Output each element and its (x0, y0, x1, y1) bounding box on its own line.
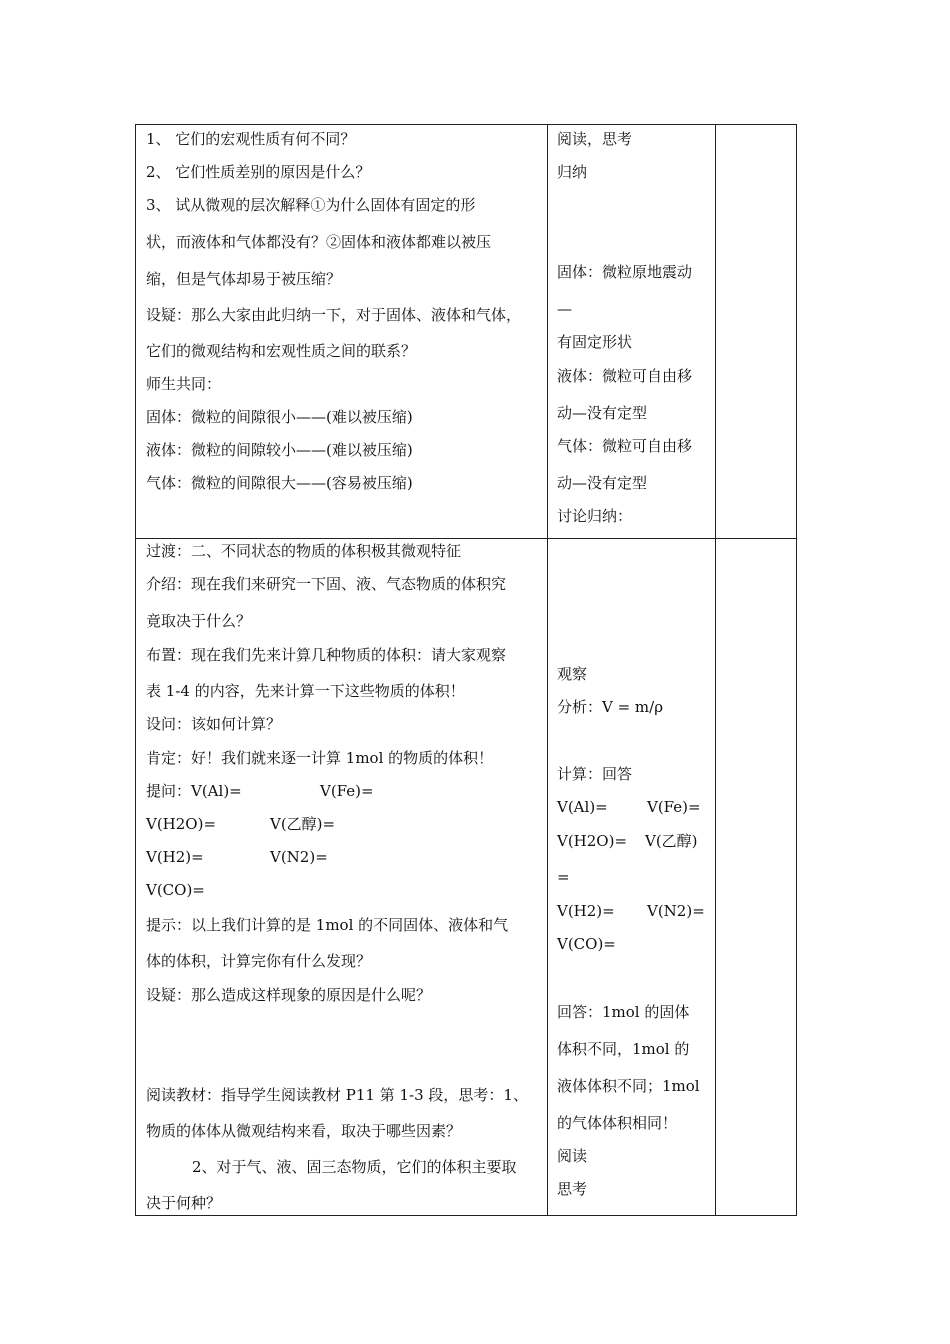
text-line: 提示：以上我们计算的是 1mol 的不同固体、液体和气 (146, 916, 509, 934)
text-line: 气体：微粒的间隙很大——(容易被压缩) (146, 474, 413, 492)
text-line: 设疑：那么大家由此归纳一下，对于固体、液体和气体， (146, 306, 522, 324)
text-line: 物质的体体从微观结构来看，取决于哪些因素？ (146, 1122, 462, 1140)
text-line: V(Fe)= (320, 782, 374, 800)
text-line: V(乙醇)= (270, 815, 336, 833)
text-line: 液体：微粒的间隙较小——(难以被压缩) (146, 441, 413, 459)
text-line: 竟取决于什么？ (146, 612, 252, 630)
text-line: 设疑：那么造成这样现象的原因是什么呢？ (146, 986, 432, 1004)
text-line: V(H2O)= (146, 815, 217, 833)
row1-student-cell (547, 125, 715, 538)
row2-student-cell (547, 538, 715, 1216)
lesson-table (135, 124, 797, 1216)
text-line: 气体：微粒可自由移 (557, 437, 693, 455)
row1-teacher-cell (136, 125, 547, 538)
text-line: 的气体体积相同！ (557, 1114, 678, 1132)
text-line: 提问：V(Al)= (146, 782, 242, 800)
text-line: 决于何种？ (146, 1194, 222, 1212)
text-line: 师生共同： (146, 375, 222, 393)
row2-notes-cell (715, 538, 797, 1216)
text-line: 归纳 (557, 163, 588, 181)
row2-teacher-cell (136, 538, 547, 1216)
text-line: V(H2O)= (557, 832, 628, 850)
text-line: 讨论归纳： (557, 507, 633, 525)
text-line: 肯定：好！我们就来逐一计算 1mol 的物质的体积！ (146, 749, 494, 767)
text-line: 固体：微粒的间隙很小——(难以被压缩) (146, 408, 413, 426)
text-line: 液体：微粒可自由移 (557, 367, 693, 385)
text-line: 状，而液体和气体都没有？②固体和液体都难以被压 (146, 233, 492, 251)
text-line: 布置：现在我们先来计算几种物质的体积：请大家观察 (146, 646, 507, 664)
text-line: 它们的微观结构和宏观性质之间的联系？ (146, 342, 417, 360)
text-line: V(N2)= (647, 902, 705, 920)
text-line: 缩，但是气体却易于被压缩？ (146, 270, 342, 288)
text-line: V(Al)= (557, 798, 608, 816)
text-line: 设问：该如何计算？ (146, 715, 282, 733)
text-line: 思考 (557, 1180, 588, 1198)
text-line: 体的体积，计算完你有什么发现？ (146, 952, 372, 970)
text-line: 阅读，思考 (557, 130, 633, 148)
text-line: 2、对于气、液、固三态物质，它们的体积主要取 (192, 1158, 517, 1176)
text-line: 有固定形状 (557, 333, 633, 351)
text-line: 阅读 (557, 1147, 588, 1165)
text-line: 介绍：现在我们来研究一下固、液、气态物质的体积究 (146, 575, 507, 593)
text-line: V(乙醇) (645, 832, 698, 850)
text-line: 阅读教材：指导学生阅读教材 P11 第 1-3 段，思考：1、 (146, 1086, 528, 1104)
text-line: 回答：1mol 的固体 (557, 1003, 690, 1021)
text-line: — (557, 300, 572, 318)
text-line: 1、 它们的宏观性质有何不同？ (146, 130, 356, 148)
text-line: 观察 (557, 665, 588, 683)
text-line: 体积不同，1mol 的 (557, 1040, 690, 1058)
text-line: 计算：回答 (557, 765, 633, 783)
text-line: V(N2)= (270, 848, 328, 866)
text-line: V(CO)= (146, 881, 205, 899)
text-line: 液体体积不同；1mol (557, 1077, 700, 1095)
text-line: = (557, 868, 570, 886)
text-line: 过渡：二、不同状态的物质的体积极其微观特征 (146, 542, 462, 560)
text-line: 固体：微粒原地震动 (557, 263, 693, 281)
row1-notes-cell (715, 125, 797, 538)
text-line: 表 1-4 的内容，先来计算一下这些物质的体积！ (146, 682, 465, 700)
text-line: 分析：V = m/ρ (557, 698, 664, 716)
text-line: 2、 它们性质差别的原因是什么？ (146, 163, 371, 181)
text-line: V(CO)= (557, 935, 616, 953)
text-line: 动—没有定型 (557, 474, 648, 492)
text-line: V(H2)= (146, 848, 204, 866)
text-line: 动—没有定型 (557, 404, 648, 422)
text-line: 3、 试从微观的层次解释①为什么固体有固定的形 (146, 196, 476, 214)
text-line: V(H2)= (557, 902, 615, 920)
text-line: V(Fe)= (647, 798, 701, 816)
